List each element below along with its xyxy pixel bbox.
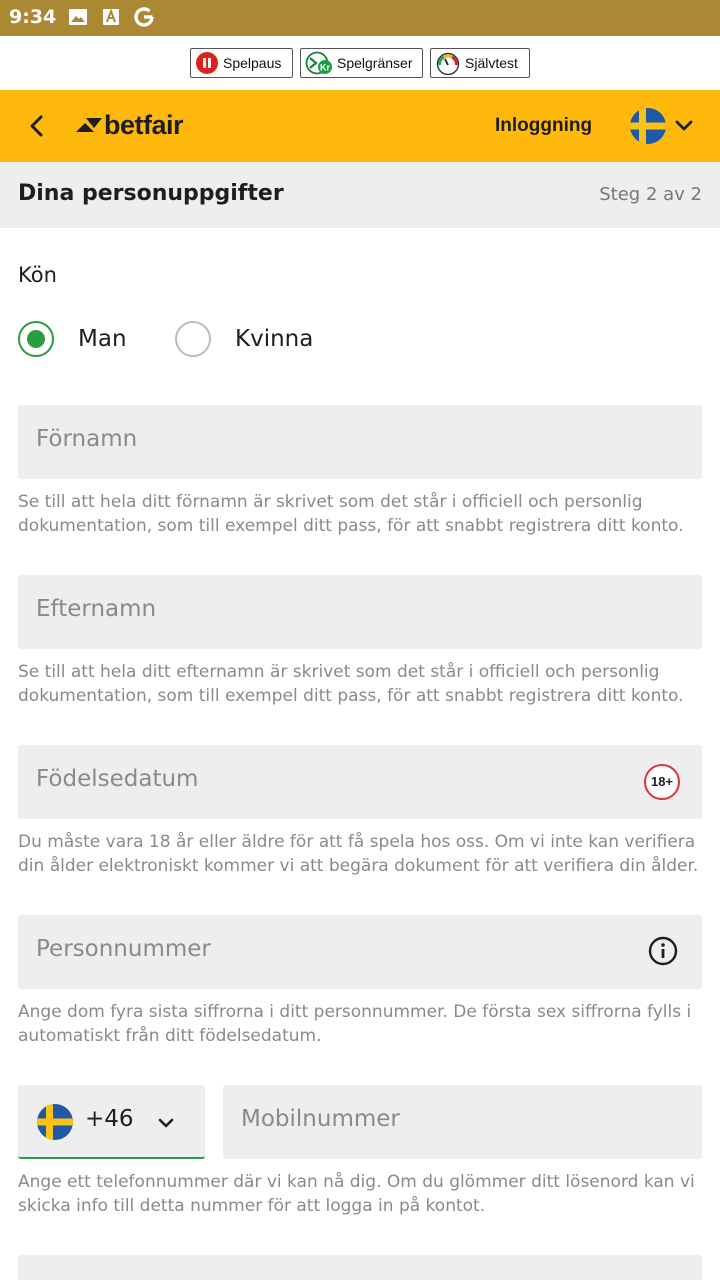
first-name-help: Se till att hela ditt förnamn är skrivet som det står i officiell och personlig dokumentation, som till exempel ditt pass, för att snabbt registrera ditt konto. [18,492,684,536]
personal-number-placeholder: Personnummer [36,936,211,962]
google-icon [133,6,155,32]
status-time: 9:34 [9,6,57,28]
sweden-flag-icon [628,106,668,146]
info-icon[interactable] [648,936,678,966]
personal-number-help: Ange dom fyra sista siffrorna i ditt personnummer. De första sex siffrorna fylls i automatiskt från ditt födelsedatum. [18,1002,692,1046]
first-name-input[interactable] [18,405,702,479]
radio-circle-checked[interactable] [18,321,54,357]
last-name-help: Se till att hela ditt efternamn är skrivet som det står i officiell och personlig dokumentation, som till exempel ditt pass, för att snabbt registrera ditt konto. [18,662,684,706]
last-name-placeholder: Efternamn [36,596,157,622]
spelpaus-label: Spelpaus [223,55,282,71]
spelgranser-label: Spelgränser [337,55,413,71]
mobile-number-placeholder: Mobilnummer [241,1106,400,1132]
gauge-icon [435,51,461,75]
spelpaus-button[interactable] [190,48,293,78]
pause-icon [195,51,219,75]
image-icon [68,7,88,31]
status-bar [0,0,720,36]
betfair-arrows-icon [74,110,104,142]
language-selector[interactable] [628,106,700,146]
logo-text: betfair [104,110,184,140]
chevron-down-icon [672,114,696,138]
radio-label-kvinna: Kvinna [235,326,314,352]
sjalvtest-button[interactable] [430,48,530,78]
personal-number-input[interactable] [18,915,702,989]
mobile-number-input[interactable] [223,1085,702,1159]
limits-icon [305,51,333,75]
chevron-left-icon [22,110,52,142]
birth-date-input[interactable] [18,745,702,819]
age-limit-badge: 18+ [644,764,680,800]
app-header [0,90,720,162]
font-icon [101,7,121,31]
gender-label: Kön [18,263,57,287]
last-name-input[interactable] [18,575,702,649]
birth-date-placeholder: Födelsedatum [36,766,199,792]
login-link[interactable]: Inloggning [495,115,593,136]
country-code-select[interactable] [18,1085,205,1159]
first-name-placeholder: Förnamn [36,426,138,452]
back-button[interactable] [22,110,52,142]
phone-help: Ange ett telefonnummer där vi kan nå dig. Om du glömmer ditt lösenord kan vi skicka info till detta nummer för att logga in på kontot. [18,1172,695,1216]
responsible-gaming-bar [0,36,720,90]
spelgranser-button[interactable] [300,48,423,78]
svg-text:Kr: Kr [319,62,331,73]
step-indicator: Steg 2 av 2 [599,184,702,205]
radio-label-man: Man [78,326,127,352]
radio-circle[interactable] [175,321,211,357]
gender-radio-man[interactable] [18,320,127,358]
chevron-down-icon [155,1112,177,1134]
gender-radio-kvinna[interactable] [175,320,313,358]
sweden-flag-icon [36,1103,74,1141]
page-title: Dina personuppgifter [18,181,284,206]
betfair-logo[interactable] [74,110,206,142]
section-title-bar [0,162,720,228]
country-code: +46 [85,1106,134,1132]
sjalvtest-label: Självtest [465,55,518,71]
birth-date-help: Du måste vara 18 år eller äldre för att få spela hos oss. Om vi inte kan verifiera din ålder elektroniskt kommer vi att begära dokument för att verifiera din ålder. [18,832,699,876]
next-input[interactable] [18,1255,702,1280]
